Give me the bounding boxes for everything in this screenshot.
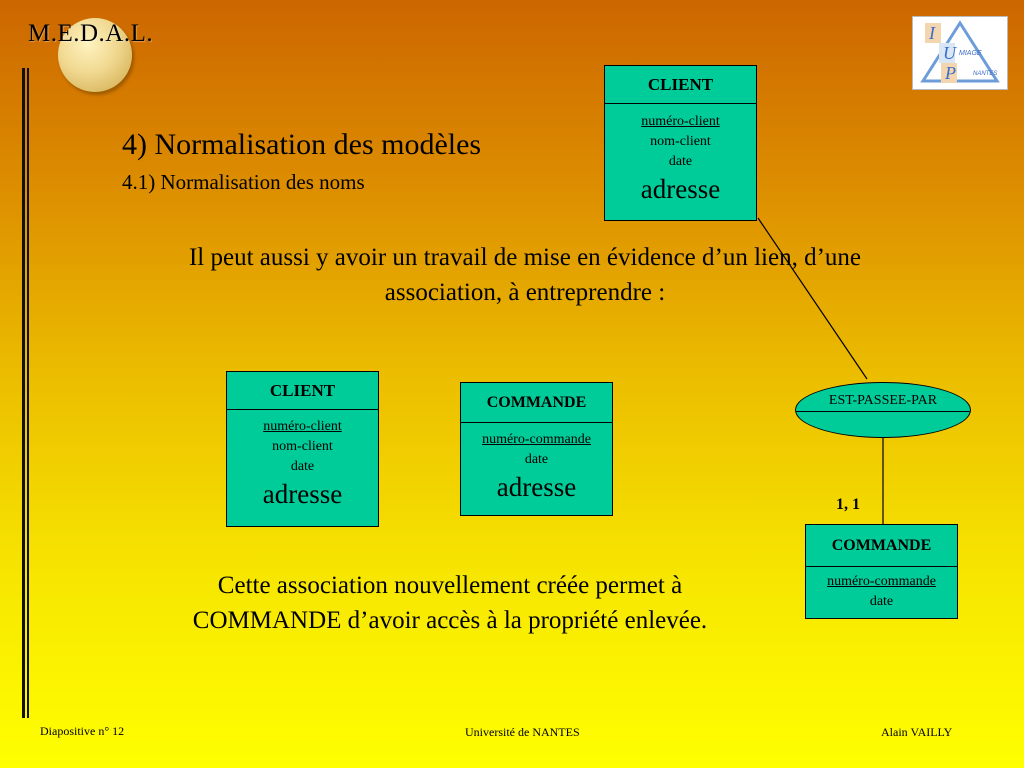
- attr: nom-client: [272, 439, 333, 454]
- entity-name: COMMANDE: [461, 383, 612, 423]
- entity-name: CLIENT: [605, 66, 756, 104]
- entity-name: COMMANDE: [806, 525, 957, 567]
- association-divider: [796, 411, 970, 412]
- entity-client-mid: [226, 371, 379, 527]
- entity-attributes: [806, 567, 957, 612]
- svg-text:NANTES: NANTES: [973, 71, 998, 77]
- attr-key: numéro-client: [641, 114, 720, 129]
- svg-text:U: U: [943, 43, 956, 63]
- svg-text:P: P: [945, 63, 956, 83]
- footer-university: Université de NANTES: [465, 725, 580, 739]
- section-heading: 4) Normalisation des modèles: [122, 128, 482, 161]
- association-est-passee-par: [795, 382, 971, 438]
- attr-key: numéro-commande: [827, 574, 936, 589]
- slide-number: Diapositive n° 12: [40, 724, 125, 738]
- footer-author: Alain VAILLY: [881, 725, 953, 739]
- entity-commande-right: [805, 524, 958, 619]
- entity-name: CLIENT: [227, 372, 378, 410]
- brand-title: M.E.D.A.L.: [28, 20, 154, 47]
- attr-highlighted: adresse: [496, 472, 577, 502]
- attr-key: numéro-client: [263, 419, 342, 434]
- association-name: EST-PASSEE-PAR: [828, 393, 938, 408]
- svg-text:I: I: [929, 23, 935, 43]
- attr-highlighted: adresse: [262, 479, 343, 509]
- attr: date: [290, 459, 315, 474]
- cardinality-label: 1, 1: [836, 496, 860, 513]
- attr: date: [869, 594, 894, 609]
- entity-attributes: [227, 410, 378, 511]
- entity-client-top: [604, 65, 757, 221]
- attr: date: [524, 452, 549, 467]
- entity-attributes: [605, 104, 756, 206]
- intro-paragraph: Il peut aussi y avoir un travail de mise en évidence d’un lien, d’une association, à entreprendre :: [188, 244, 861, 306]
- conclusion-paragraph: Cette association nouvellement créée permet à COMMANDE d’avoir accès à la propriété enlevée.: [192, 572, 708, 634]
- attr-highlighted: adresse: [640, 174, 721, 204]
- attr: nom-client: [650, 134, 711, 149]
- attr: date: [668, 154, 693, 169]
- attr-key: numéro-commande: [482, 432, 591, 447]
- entity-commande-mid: [460, 382, 613, 516]
- section-subheading: 4.1) Normalisation des noms: [122, 170, 365, 194]
- entity-attributes: [461, 423, 612, 504]
- svg-text:MIAGE: MIAGE: [959, 50, 982, 57]
